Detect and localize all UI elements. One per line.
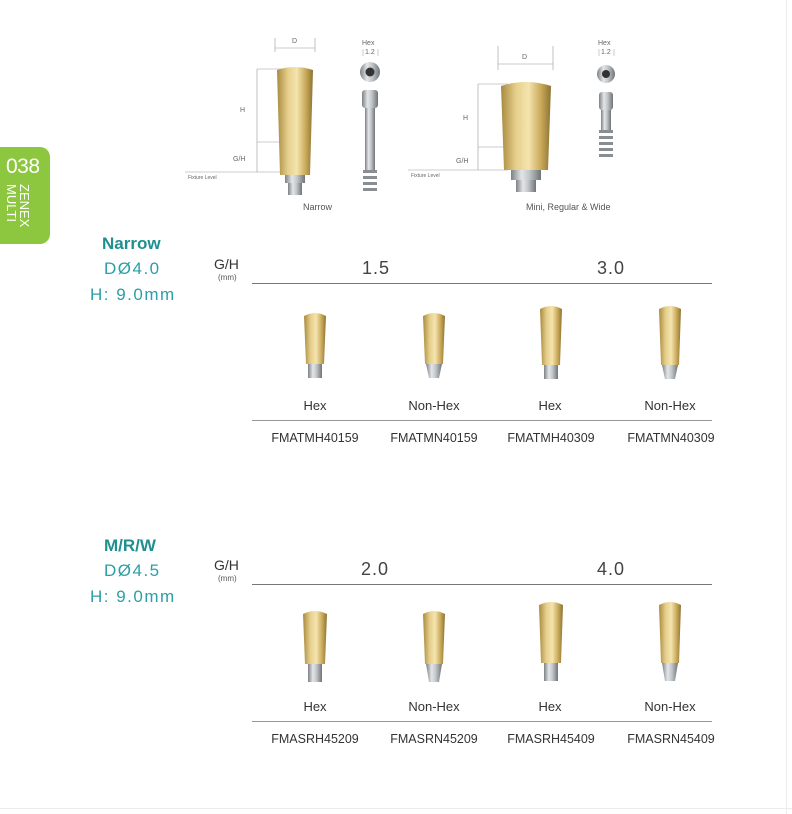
abutment-image — [538, 303, 564, 386]
abutment-image — [657, 303, 683, 386]
item-type: Hex — [303, 398, 327, 413]
fixture-level-label: Fixture Level — [411, 173, 440, 179]
hex-size: 1.2 — [601, 49, 611, 56]
section-title: Narrow — [102, 234, 161, 253]
abutment-image — [657, 599, 683, 688]
item-type: Hex — [303, 699, 327, 714]
gh-value: 4.0 — [597, 559, 626, 579]
item-code: FMATMH40309 — [507, 431, 595, 445]
tab-vertical-text — [6, 182, 48, 244]
hex-label: Hex — [598, 40, 611, 47]
dim-d-label: D — [292, 38, 298, 45]
dim-gh-label: G/H — [233, 156, 246, 163]
diagram-caption: Mini, Regular & Wide — [526, 202, 611, 212]
gh-unit: (mm) — [218, 574, 237, 583]
item-type: Hex — [538, 398, 562, 413]
page-frame-right — [786, 0, 787, 814]
section-height: H: 9.0mm — [90, 587, 176, 606]
tab-line2: MULTI — [4, 184, 19, 223]
tab-line1: ZENEX — [17, 184, 32, 228]
hex-label: Hex — [362, 40, 375, 47]
row-divider — [252, 721, 712, 722]
gh-unit: (mm) — [218, 273, 237, 282]
item-type: Non-Hex — [644, 699, 696, 714]
abutment-image — [421, 608, 447, 689]
header-divider — [252, 283, 712, 284]
section-diameter: DØ4.5 — [104, 561, 161, 580]
item-code: FMATMH40159 — [271, 431, 359, 445]
item-type: Non-Hex — [408, 699, 460, 714]
item-type: Non-Hex — [408, 398, 460, 413]
item-type: Non-Hex — [644, 398, 696, 413]
section-diameter: DØ4.0 — [104, 259, 161, 278]
dim-gh-label: G/H — [456, 158, 469, 165]
gh-value: 3.0 — [597, 258, 626, 278]
section-tab — [0, 147, 50, 244]
dim-h-label: H — [240, 107, 246, 114]
section-height: H: 9.0mm — [90, 285, 176, 304]
abutment-image — [302, 310, 328, 387]
item-code: FMASRN45209 — [390, 732, 478, 746]
gh-value: 2.0 — [361, 559, 390, 579]
item-code: FMATMN40309 — [627, 431, 715, 445]
fixture-level-label: Fixture Level — [188, 175, 217, 181]
gh-label: G/H — [214, 256, 239, 272]
item-type: Hex — [538, 699, 562, 714]
item-code: FMASRN45409 — [627, 732, 715, 746]
abutment-image — [537, 599, 565, 688]
hex-size: 1.2 — [365, 49, 375, 56]
item-code: FMASRH45209 — [271, 732, 359, 746]
diagram-caption: Narrow — [303, 202, 333, 212]
page-number: 038 — [6, 155, 40, 178]
gh-label: G/H — [214, 557, 239, 573]
page-frame-bottom — [0, 808, 792, 809]
item-code: FMATMN40159 — [390, 431, 478, 445]
dim-h-label: H — [463, 115, 469, 122]
section-title: M/R/W — [104, 536, 156, 555]
abutment-image — [301, 608, 329, 689]
diagram-mrw — [408, 30, 628, 225]
gh-value: 1.5 — [362, 258, 391, 278]
abutment-image — [421, 310, 447, 387]
dim-d-label: D — [522, 54, 528, 61]
item-code: FMASRH45409 — [507, 732, 595, 746]
diagram-narrow — [185, 30, 395, 225]
header-divider — [252, 584, 712, 585]
row-divider — [252, 420, 712, 421]
